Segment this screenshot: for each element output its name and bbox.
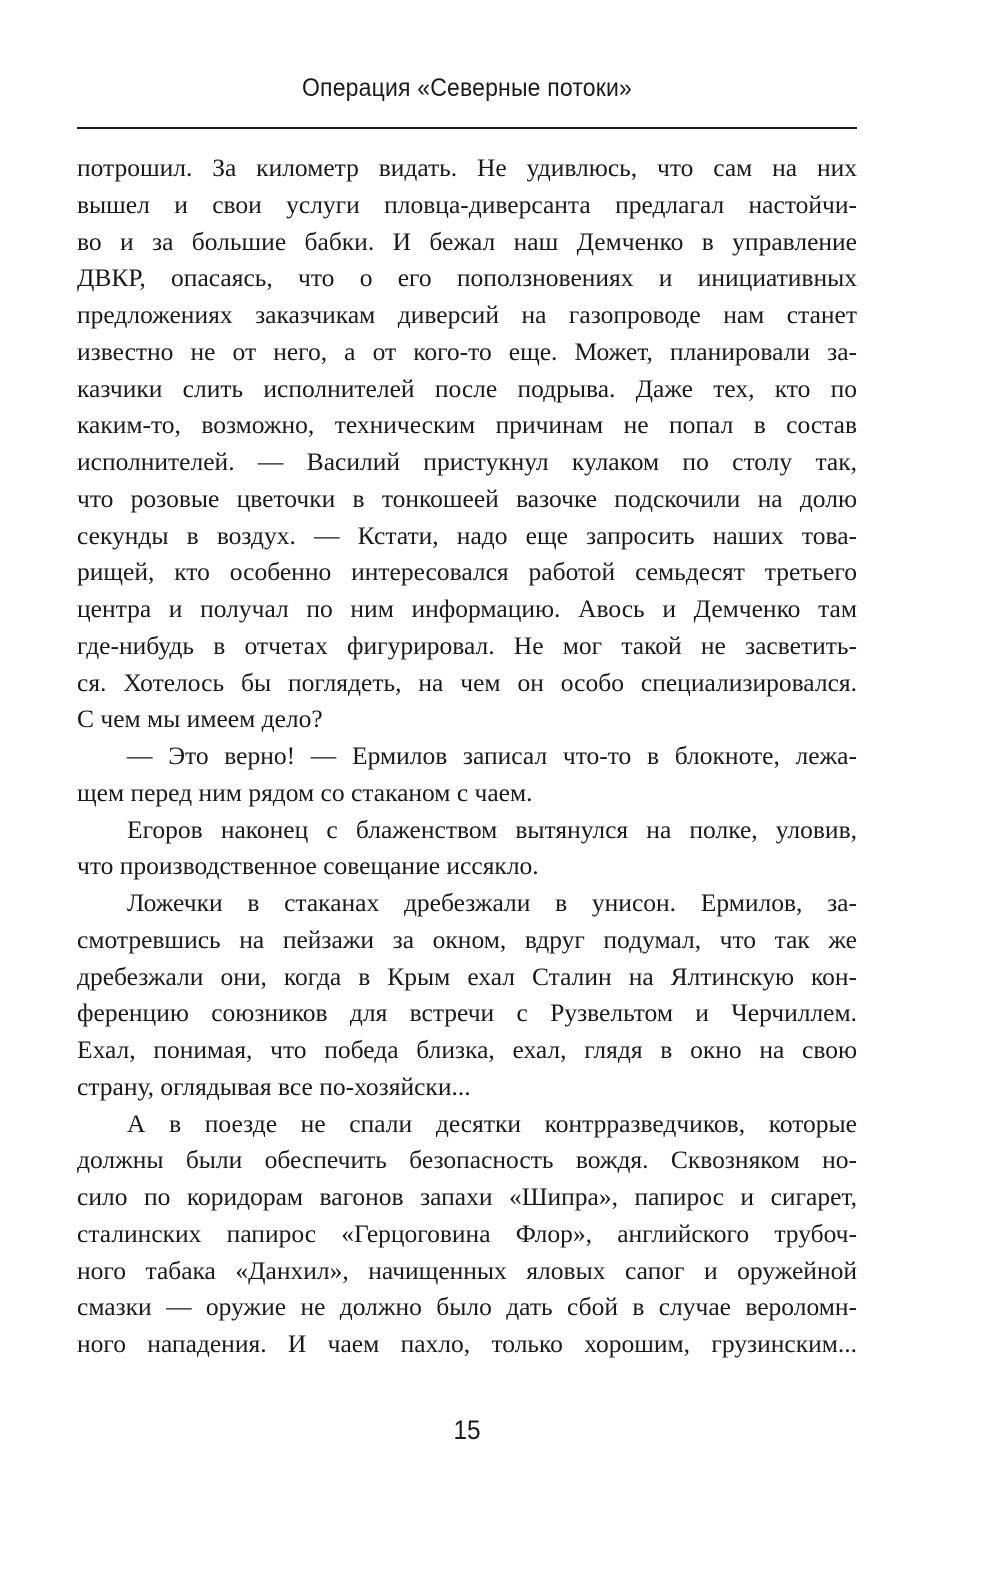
text-line: сило по коридорам вагонов запахи «Шипра», папирос и сигарет, xyxy=(77,1182,857,1211)
page-number: 15 xyxy=(453,1415,481,1445)
text-line: смазки — оружие не должно было дать сбой в случае вероломн- xyxy=(77,1292,857,1322)
text-line: — Это верно! — Ермилов записал что-то в блокноте, лежа- xyxy=(127,741,857,770)
text-line: С чем мы имеем дело? xyxy=(77,704,323,734)
text-line: должны были обеспечить безопасность вождя. Сквозняком но- xyxy=(77,1145,857,1175)
text-line: ного нападения. И чаем пахло, только хорошим, грузинским... xyxy=(77,1329,857,1358)
text-line: щем перед ним рядом со стаканом с чаем. xyxy=(77,777,533,807)
text-line: секунды в воздух. — Кстати, надо еще запросить наших това- xyxy=(77,520,857,550)
text-line: что производственное совещание иссякло. xyxy=(77,851,539,881)
body-text xyxy=(77,150,857,1363)
text-line: А в поезде не спали десятки контрразведчиков, которые xyxy=(127,1108,857,1138)
running-title: Операция «Северные потоки» xyxy=(301,74,633,102)
text-line: где-нибудь в отчетах фигурировал. Не мог такой не засветить- xyxy=(77,630,857,660)
text-line: сталинских папирос «Герцоговина Флор», английского трубоч- xyxy=(77,1218,857,1248)
text-line: ДВКР, опасаясь, что о его поползновениях и инициативных xyxy=(77,263,857,293)
header-divider xyxy=(77,127,857,129)
text-line: Ехал, понимая, что победа близка, ехал, глядя в окно на свою xyxy=(77,1035,857,1064)
text-line: ного табака «Данхил», начищенных яловых сапог и оружейной xyxy=(77,1255,857,1285)
text-line: предложениях заказчикам диверсий на газопроводе нам станет xyxy=(77,300,857,329)
text-line: Егоров наконец с блаженством вытянулся на полке, уловив, xyxy=(127,814,857,844)
text-line: ференцию союзников для встречи с Рузвельтом и Черчиллем. xyxy=(77,998,857,1028)
text-line: во и за большие бабки. И бежал наш Демченко в управление xyxy=(77,226,857,256)
text-line: ся. Хотелось бы поглядеть, на чем он особо специализировался. xyxy=(77,667,857,697)
text-line: Ложечки в стаканах дребезжали в унисон. Ермилов, за- xyxy=(127,888,857,917)
text-line: страну, оглядывая все по-хозяйски... xyxy=(77,1071,471,1101)
text-line: что розовые цветочки в тонкошеей вазочке подскочили на долю xyxy=(77,483,857,513)
text-line: вышел и свои услуги пловца-диверсанта предлагал настойчи- xyxy=(77,189,857,219)
text-line: казчики слить исполнителей после подрыва. Даже тех, кто по xyxy=(77,373,857,403)
text-line: потрошил. За километр видать. Не удивлюсь, что сам на них xyxy=(77,153,857,182)
text-line: исполнителей. — Василий пристукнул кулаком по столу так, xyxy=(77,447,857,476)
text-line: рищей, кто особенно интересовался работой семьдесят третьего xyxy=(77,557,857,587)
text-line: смотревшись на пейзажи за окном, вдруг подумал, что так же xyxy=(77,924,857,954)
text-line: центра и получал по ним информацию. Авось и Демченко там xyxy=(77,594,857,623)
text-line: каким-то, возможно, техническим причинам не попал в состав xyxy=(77,410,857,440)
text-line: известно не от него, а от кого-то еще. Может, планировали за- xyxy=(77,336,857,366)
text-line: дребезжали они, когда в Крым ехал Сталин на Ялтинскую кон- xyxy=(77,961,857,991)
